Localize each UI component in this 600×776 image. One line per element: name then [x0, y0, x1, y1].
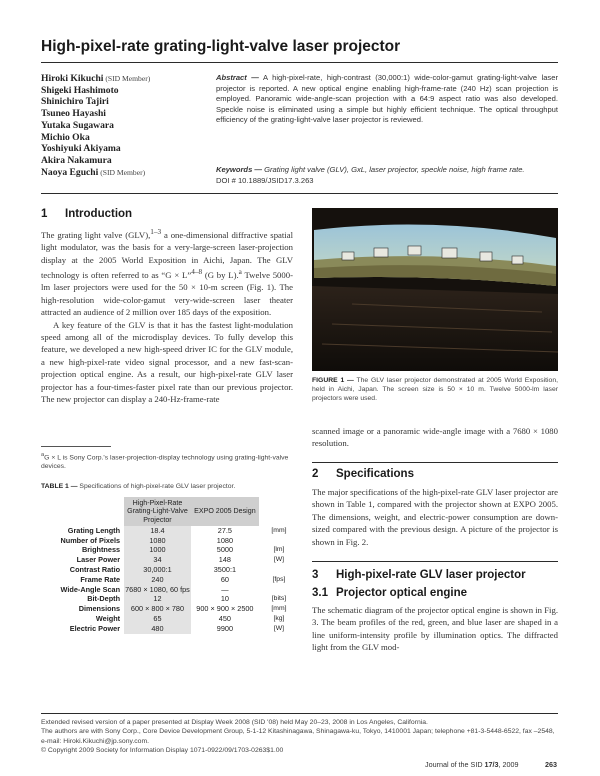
bottom-rule	[41, 713, 558, 714]
table-cell-lbl: Grating Length	[67, 525, 121, 535]
table-cell-unit: [lm]	[273, 546, 285, 554]
table-cell-v2: —	[221, 584, 229, 594]
section-heading-specifications: 2 Specifications	[312, 468, 414, 480]
table-cell-lbl: Number of Pixels	[60, 535, 121, 545]
table-row	[41, 594, 299, 604]
abstract	[216, 73, 558, 126]
section-2-rule	[312, 462, 558, 463]
table-cell-unit	[259, 565, 299, 575]
table-cell-v2: 10	[220, 594, 229, 604]
section-3-rule	[312, 561, 558, 562]
table-cell-unit: [kg]	[273, 615, 285, 623]
table-cell-lbl: Wide-Angle Scan	[60, 584, 121, 594]
keywords-label: Keywords —	[216, 165, 262, 174]
theater-photo-illustration	[312, 208, 558, 371]
table-row	[41, 614, 299, 624]
table-cell-v1: 65	[124, 614, 191, 624]
table-cell-unit: [W]	[273, 624, 285, 632]
table-cell-v1: 34	[124, 555, 191, 565]
table-cell-v1: 7680 × 1080, 60 fps	[125, 584, 190, 594]
table-cell-v2: 27.5	[217, 525, 232, 535]
table-cell-v2: 60	[220, 574, 229, 584]
table-cell-lbl: Brightness	[81, 545, 121, 555]
abstract-label: Abstract —	[216, 73, 259, 82]
table-cell-v1: 480	[124, 624, 191, 634]
author: Yoshiyuki Akiyama	[41, 143, 121, 155]
section-heading-glv-projector: 3 High-pixel-rate GLV laser projector	[312, 569, 526, 581]
section-heading-introduction: 1 Introduction	[41, 208, 133, 220]
table-row	[41, 555, 299, 565]
table-row	[41, 545, 299, 555]
table-header-expo: EXPO 2005 Design	[191, 497, 259, 526]
specifications-table	[41, 497, 299, 634]
journal-footer: Journal of the SID 17/3, 2009	[425, 760, 519, 769]
table-cell-lbl: Electric Power	[69, 623, 121, 633]
table-row	[41, 604, 299, 614]
table-cell-v2: 1080	[216, 535, 233, 545]
table-cell-v2: 3500:1	[213, 565, 237, 575]
table-cell-lbl: Weight	[95, 614, 121, 624]
table-cell-unit: [mm]	[271, 526, 287, 534]
author: Yutaka Sugawara	[41, 119, 114, 131]
table-cell-lbl: Frame Rate	[80, 574, 121, 584]
intro-text	[41, 226, 293, 405]
author: Michio Oka	[41, 131, 90, 143]
intro-paragraph-2: A key feature of the GLV is that it has the fastest light-modulation speed among all of the microdisplay devices. To fully develop this feature, we developed a new high-speed driver IC for the GLV module, a new high-pixel-rate video signal processor, and a new fast-scan-projection optical engine. As a result, our high-pixel-rate GLV laser projector has a four-times-faster pixel rate than our previous projector. The new projector can display a 240-Hz-frame-rate	[41, 319, 293, 405]
table-header-glv: High-Pixel-Rate Grating-Light-Valve Projector	[124, 497, 191, 526]
table-cell-v1: 12	[124, 594, 191, 604]
table-cell-unit	[259, 585, 299, 595]
author-list	[41, 73, 211, 178]
specifications-text: The major specifications of the high-pixel-rate GLV laser projector are shown in Table 1, compared with the projector shown at EXPO 2005. The dimensions, weight, and electric-power consumption are down-sized compared with the previous design. A picture of the projector is shown in Fig. 2.	[312, 487, 558, 547]
subsection-heading-optical-engine: 3.1 Projector optical engine	[312, 587, 467, 599]
table-row	[41, 575, 299, 585]
table-row	[41, 536, 299, 546]
table-cell-v2: 5000	[216, 545, 233, 555]
table-cell-v1: 240	[124, 575, 191, 585]
table-cell-unit: [bits]	[271, 595, 287, 603]
table-cell-lbl: Laser Power	[76, 555, 121, 565]
page-number: 263	[545, 760, 557, 769]
keywords-text: Grating light valve (GLV), GxL, laser projector, speckle noise, high frame rate.	[264, 165, 525, 174]
author: Shinichiro Tajiri	[41, 96, 109, 108]
author: Shigeki Hashimoto	[41, 84, 119, 96]
table-1-caption: TABLE 1 — Specifications of high-pixel-rate GLV laser projector.	[41, 483, 236, 490]
header-rule	[41, 193, 558, 194]
table-header-row	[41, 497, 299, 526]
table-row	[41, 565, 299, 575]
table-cell-v1: 600 × 800 × 780	[124, 604, 191, 614]
figure-1-caption: FIGURE 1 — The GLV laser projector demonstrated at 2005 World Exposition, held in Aichi, Japan. The screen size is 50 × 10 m. Twelve 5000-lm laser projectors were used.	[312, 377, 558, 403]
footnote: $^a$G × L is Sony Corp.'s laser-projection-display technology using grating-light-valve devices.	[41, 452, 289, 471]
table-cell-v2: 9900	[216, 623, 233, 633]
table-cell-lbl: Contrast Ratio	[69, 565, 121, 575]
author: Naoya Eguchi (SID Member)	[41, 166, 146, 178]
table-cell-v2: 450	[218, 614, 231, 624]
table-cell-v1: 1000	[124, 545, 191, 555]
intro-paragraph-1: The grating light valve (GLV),$^{1-3}$ a one-dimensional diffractive spatial light modulator, was the basis for a very-large-screen laser-projection display at the 2005 World Exposition in Aichi, Japan. The GLV technology is often referred to as “G × L”$^{4-8}$ (G by L).$^a$ Twelve 5000-lm laser projectors were used for the 50 × 10-m screen (Fig. 1). The high-resolution wide-color-gamut very-wide-screen laser theater attracted an audience of 2 million over 185 days of the exposition.	[41, 228, 293, 318]
table-cell-v1: 30,000:1	[124, 565, 191, 575]
table-cell-v1: 1080	[124, 536, 191, 546]
table-cell-unit: [fps]	[272, 575, 286, 583]
doi: DOI # 10.1889/JSID17.3.263	[216, 175, 314, 185]
table-cell-v2: 900 × 900 × 2500	[196, 604, 254, 614]
table-cell-lbl: Bit-Depth	[87, 594, 121, 604]
optical-engine-text: The schematic diagram of the projector optical engine is shown in Fig. 3. The beam profiles of the red, green, and blue laser are shaped in a line uniform-intensity profile by illumination optics. The diffracted light from the GLV mod-	[312, 605, 558, 653]
table-row	[41, 624, 299, 634]
bottom-note-line: © Copyright 2009 Society for Information Display 1071-0922/09/1703-0263$1.00	[41, 747, 284, 755]
figure-1-photo	[312, 208, 558, 371]
spec-continuation: scanned image or a panoramic wide-angle image with a 7680 × 1080 resolution.	[312, 426, 558, 449]
table-cell-unit: [mm]	[271, 605, 287, 613]
author: Tsuneo Hayashi	[41, 108, 106, 120]
abstract-text: A high-pixel-rate, high-contrast (30,000:1) wide-color-gamut grating-light-valve laser projector is reported. A new optical engine enabling high-frame-rate (240 Hz) scan projection is employed. Panoramic wide-angle-scan projection with a 64:9 aspect ratio was also developed. Speckle noise is eliminated using a simple but highly efficient technique. The optical throughput efficiency of the grating-light-valve laser projector is reviewed.	[216, 73, 558, 125]
paper-title: High-pixel-rate grating-light-valve laser projector	[41, 38, 401, 55]
author: Hiroki Kikuchi (SID Member)	[41, 73, 151, 84]
table-cell-unit: [W]	[273, 556, 285, 564]
table-cell-v1: 18.4	[124, 526, 191, 536]
table-cell-unit	[259, 536, 299, 546]
table-row	[41, 526, 299, 536]
bottom-note-line: The authors are with Sony Corp., Core Device Development Group, 5-1-12 Kitashinagawa, Shinagawa-ku, Tokyo, 1410001 Japan; telephone +81-3-5448-6522, fax –2548, e-mail: Hiroki.Kikuchi@jp.sony.com.	[41, 728, 555, 745]
bottom-note-line: Extended revised version of a paper presented at Display Week 2008 (SID '08) held May 20–23, 2008 in Los Angeles, California.	[41, 719, 428, 726]
footnote-rule	[41, 446, 111, 447]
author: Akira Nakamura	[41, 154, 112, 166]
bottom-notes	[41, 718, 558, 756]
table-row	[41, 585, 299, 595]
title-rule	[41, 62, 558, 63]
keywords	[216, 165, 558, 186]
table-cell-lbl: Dimensions	[78, 604, 121, 614]
table-cell-v2: 148	[218, 555, 231, 565]
